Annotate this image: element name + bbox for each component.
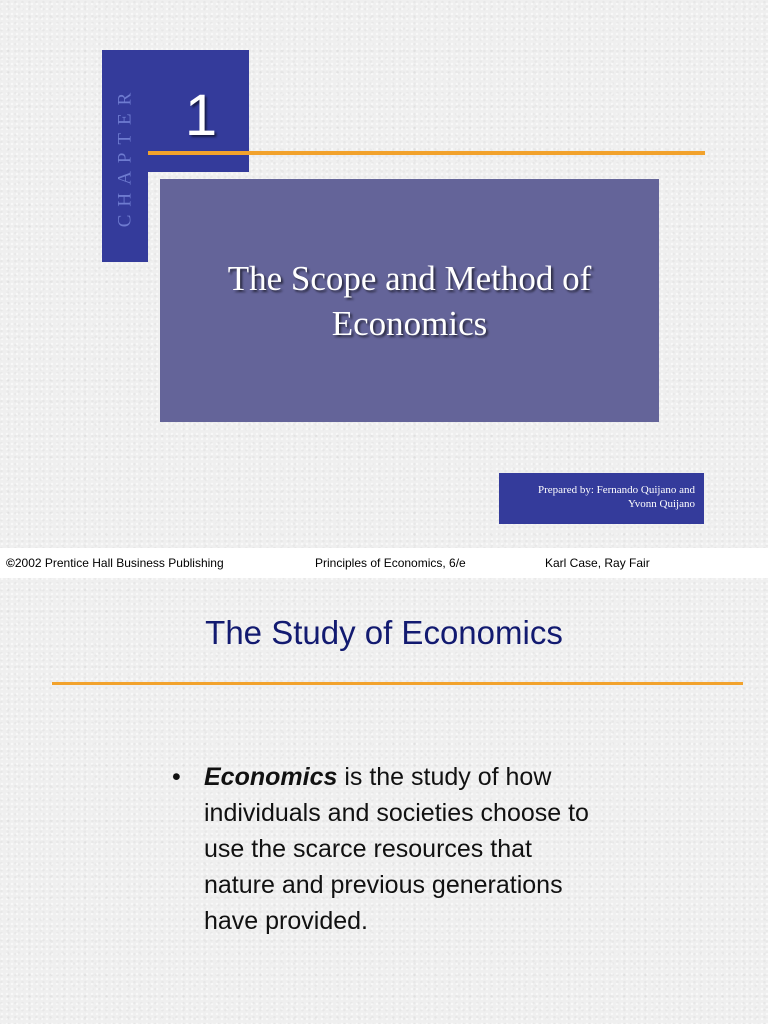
bullet-term: Economics	[204, 763, 338, 791]
footer-book: Principles of Economics, 6/e	[315, 556, 466, 570]
header-rule	[148, 151, 705, 155]
list-item	[172, 759, 602, 939]
title-box	[160, 179, 659, 422]
bullet-marker: •	[172, 763, 181, 791]
content-slide	[0, 578, 768, 1024]
prepared-by-line-1: Prepared by: Fernando Quijano and	[537, 484, 695, 496]
bullet-list	[172, 759, 602, 939]
prepared-by-box	[499, 473, 704, 524]
footer-authors: Karl Case, Ray Fair	[545, 556, 650, 570]
chapter-label	[102, 50, 148, 262]
bullet-text: is the study of how individuals and societies choose to use the scarce resources that nature and previous generations have provided.	[204, 763, 589, 935]
footer-copyright	[6, 556, 224, 570]
chapter-number: 1	[184, 83, 218, 148]
slide-heading: The Study of Economics	[205, 614, 563, 651]
copyright-symbol: ©	[6, 556, 15, 570]
prepared-by-line-2: Yvonn Quijano	[627, 498, 695, 510]
chapter-label-text: CHAPTER	[114, 84, 136, 228]
footer-bar	[0, 548, 768, 578]
footer-copyright-text: 2002 Prentice Hall Business Publishing	[14, 556, 224, 570]
heading-rule	[52, 682, 743, 685]
slide-title: The Scope and Method of Economics	[227, 258, 592, 343]
